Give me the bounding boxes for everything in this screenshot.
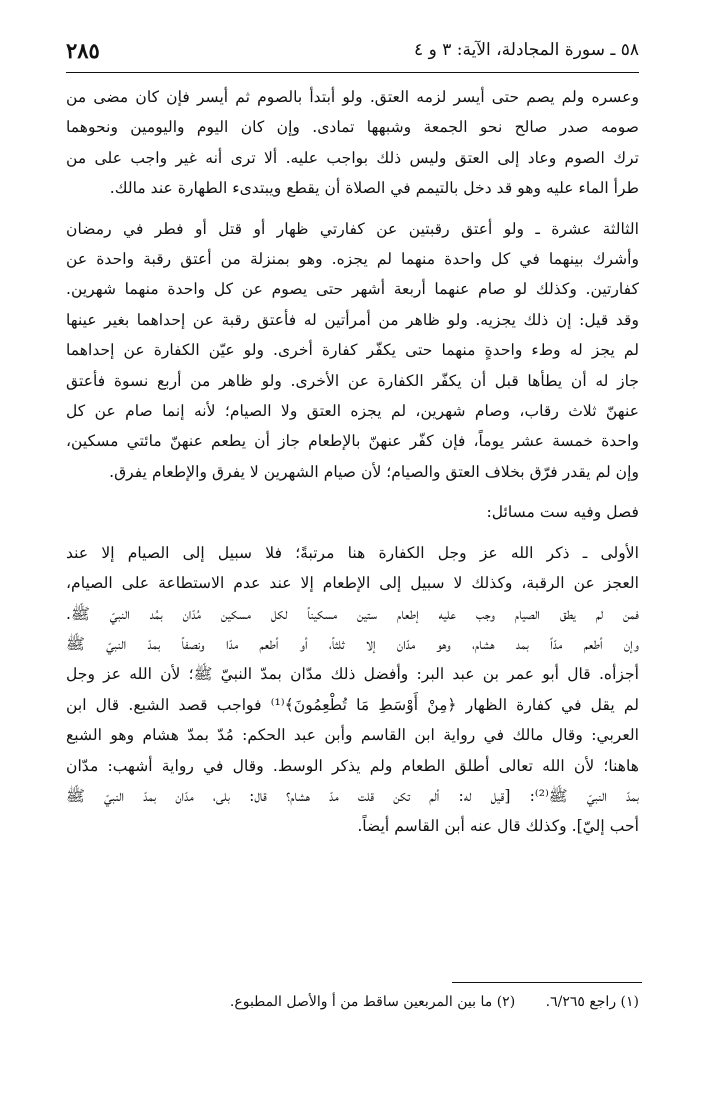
text-line: وعسره ولم يصم حتى أيسر لزمه العتق. ولو أبتدأ بالصوم ثم أيسر فإن كان مضى من xyxy=(66,88,639,106)
text-line: الثالثة عشرة ـ ولو أعتق رقبتين عن كفارتي ظهار أو قتل أو فطر في رمضان xyxy=(66,219,639,238)
paragraph xyxy=(66,538,639,842)
footnote: (٢) ما بين المربعين ساقط من أ والأصل المطبوع. xyxy=(229,994,516,1010)
text-line: أحب إليّ]. وكذلك قال عنه أبن القاسم أيضاً. xyxy=(357,817,639,836)
text-line: جاز له أن يطأها قبل أن يكفّر الكفارة عن الأخرى. ولو ظاهر من أربع نسوة فأعتق xyxy=(66,371,639,390)
text-line: وأشرك بينهما في كل واحدة منهما لم يجزه. وهو بمنزلة من أعتق رقبة واحدة عن xyxy=(66,250,639,269)
text-line: وإن أطعم مدّاً بمد هشام، وهو مدّان إلا ثلثاً، أو أطعم مدّا ونصفاً بمدّ النبيّ ﷺ xyxy=(66,634,639,653)
section-heading xyxy=(66,497,639,527)
text-line: لم يقل في كفارة الظهار ﴿مِنْ أَوْسَطِ مَا تُطْعِمُونَ﴾⁽¹⁾ فواجب قصد الشبع. قال ابن xyxy=(66,695,639,714)
text-line: واحدة خمسة عشر يوماً، فإن كفّر عنهنّ بالإطعام جاز أن يطعم عنهنّ مائتي مسكين، xyxy=(66,432,639,451)
paragraph xyxy=(66,214,639,488)
text-line: العجز عن الرقبة، وكذلك لا سبيل إلى الإطعام إلا عند عدم الاستطاعة على الصيام، xyxy=(66,574,639,593)
main-text xyxy=(66,82,639,842)
footnote: (١) راجع ٦/٢٦٥. xyxy=(545,994,639,1010)
running-title: ٥٨ ـ سورة المجادلة، الآية: ٣ و ٤ xyxy=(414,40,639,60)
text-line: كفارتين. وكذلك لو صام عنهما أربعة أشهر حتى يصوم عن كل واحدة منهما شهرين. xyxy=(66,280,639,299)
text-line: هاهنا؛ لأن الله تعالى أطلق الطعام ولم يذكر الوسط. وقال في رواية أشهب: مدّان xyxy=(66,756,639,775)
text-line: أجزأه. قال أبو عمر بن عبد البر: وأفضل ذلك مدّان بمدّ النبيّ ﷺ؛ لأن الله عز وجل xyxy=(66,665,639,684)
page-header xyxy=(66,38,639,73)
text-line: العربي: وقال مالك في رواية ابن القاسم وأبن عبد الحكم: مُدّ بمدّ هشام وهو الشبع xyxy=(66,726,639,745)
text-line: فصل وفيه ست مسائل: xyxy=(486,503,639,522)
footnotes xyxy=(66,994,639,1010)
text-line: بمدّ النبيّ ﷺ⁽²⁾: [قيل له: ألم تكن قلت مدّ هشام؟ قال: بلى، مدّان بمدّ النبيّ ﷺ xyxy=(66,786,639,805)
text-line: طرأ الماء عليه وهو قد دخل بالتيمم في الصلاة أن يقطع ويبتدىء الطهارة عند مالك. xyxy=(109,179,639,198)
text-line: فمن لم يطق الصيام وجب عليه إطعام ستين مسكيناً لكل مسكين مُدّان بمُد النبيّ ﷺ. xyxy=(66,604,639,623)
text-line: وإن لم يقدر فرّق بخلاف العتق والصيام؛ لأن صيام الشهرين لا يفرق والإطعام يفرق. xyxy=(109,462,639,481)
text-line: ترك الصوم وعاد إلى العتق وليس ذلك بواجب عليه. ألا ترى أنه غير واجب على من xyxy=(66,148,639,167)
text-line: لم يجز له وطء واحدةٍ منهما حتى يكفّر كفارة أخرى. ولو عيّن الكفارة عن إحداهما xyxy=(66,341,639,360)
text-line: عنهنّ ثلاث رقاب، وصام شهرين، لم يجزه العتق ولا الصيام؛ لأنه إنما صام عن كل xyxy=(66,402,639,421)
text-line: وقد قيل: إن ذلك يجزيه. ولو ظاهر من أمرأتين له فأعتق رقبة عن إحداهما بغير عينها xyxy=(66,310,639,329)
paragraph xyxy=(66,82,639,204)
footnote-divider xyxy=(452,982,642,983)
page-number: ٢٨٥ xyxy=(66,38,100,63)
text-line: الأولى ـ ذكر الله عز وجل الكفارة هنا مرتبةً؛ فلا سبيل إلى الصيام إلا عند xyxy=(66,543,639,562)
text-line: صومه صدر صالح نحو الجمعة وشبهها تمادى. وإن كان اليوم واليومين ونحوهما xyxy=(66,118,639,137)
